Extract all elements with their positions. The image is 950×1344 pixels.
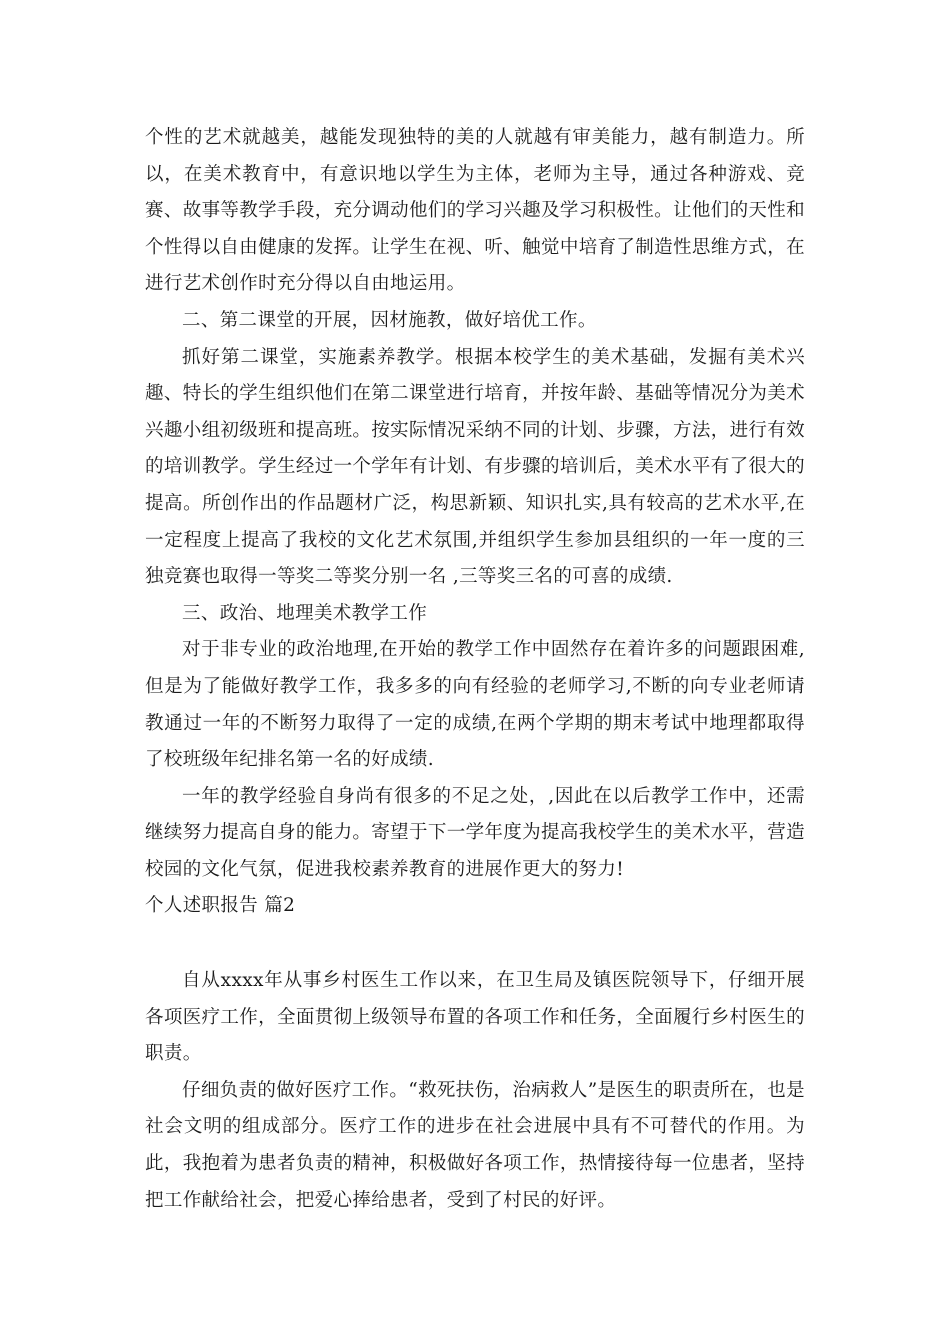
paragraph: 对于非专业的政治地理,在开始的教学工作中固然存在着许多的问题跟困难,但是为了能做好教学工作，我多多的向有经验的老师学习,不断的向专业老师请教通过一年的不断努力取得了一定的成绩,在两个学期的期末考试中地理都取得了校班级年纪排名第一名的好成绩.: [145, 639, 805, 771]
paragraph-heading: 三、政治、地理美术教学工作: [182, 602, 428, 624]
paragraph: 自从xxxx年从事乡村医生工作以来，在卫生局及镇医院领导下，仔细开展各项医疗工作，全面贯彻上级领导布置的各项工作和任务，全面履行乡村医生的职责。: [145, 970, 805, 1065]
paragraph: 一年的教学经验自身尚有很多的不足之处，,因此在以后教学工作中，还需继续努力提高自身的能力。寄望于下一学年度为提高我校学生的美术水平，营造校园的文化气氛，促进我校素养教育的进展作更大的努力!: [145, 785, 805, 880]
blank-line: [145, 925, 805, 963]
section-title: 个人述职报告 篇2: [145, 895, 296, 917]
paragraph: 仔细负责的做好医疗工作。“救死扶伤，治病救人”是医生的职责所在，也是社会文明的组成部分。医疗工作的进步在社会进展中具有不可替代的作用。为此，我抱着为患者负责的精神，积极做好各项工作，热情接待每一位患者，坚持把工作献给社会，把爱心捧给患者，受到了村民的好评。: [145, 1079, 805, 1211]
document-body: [145, 120, 805, 1219]
paragraph-heading: 二、第二课堂的开展，因材施教，做好培优工作。: [182, 309, 597, 331]
paragraph: 个性的艺术就越美，越能发现独特的美的人就越有审美能力，越有制造力。所以，在美术教育中，有意识地以学生为主体，老师为主导，通过各种游戏、竞赛、故事等教学手段，充分调动他们的学习兴趣及学习积极性。让他们的天性和个性得以自由健康的发挥。让学生在视、听、触觉中培育了制造性思维方式，在进行艺术创作时充分得以自由地运用。: [145, 127, 805, 295]
paragraph: 抓好第二课堂，实施素养教学。根据本校学生的美术基础，发掘有美术兴趣、特长的学生组织他们在第二课堂进行培育，并按年龄、基础等情况分为美术兴趣小组初级班和提高班。按实际情况采纳不同的计划、步骤，方法，进行有效的培训教学。学生经过一个学年有计划、有步骤的培训后，美术水平有了很大的提高。所创作出的作品题材广泛，构思新颖、知识扎实,具有较高的艺术水平,在一定程度上提高了我校的文化艺术氛围,并组织学生参加县组织的一年一度的三独竞赛也取得一等奖二等奖分别一名 ,三等奖三名的可喜的成绩.: [145, 346, 805, 588]
